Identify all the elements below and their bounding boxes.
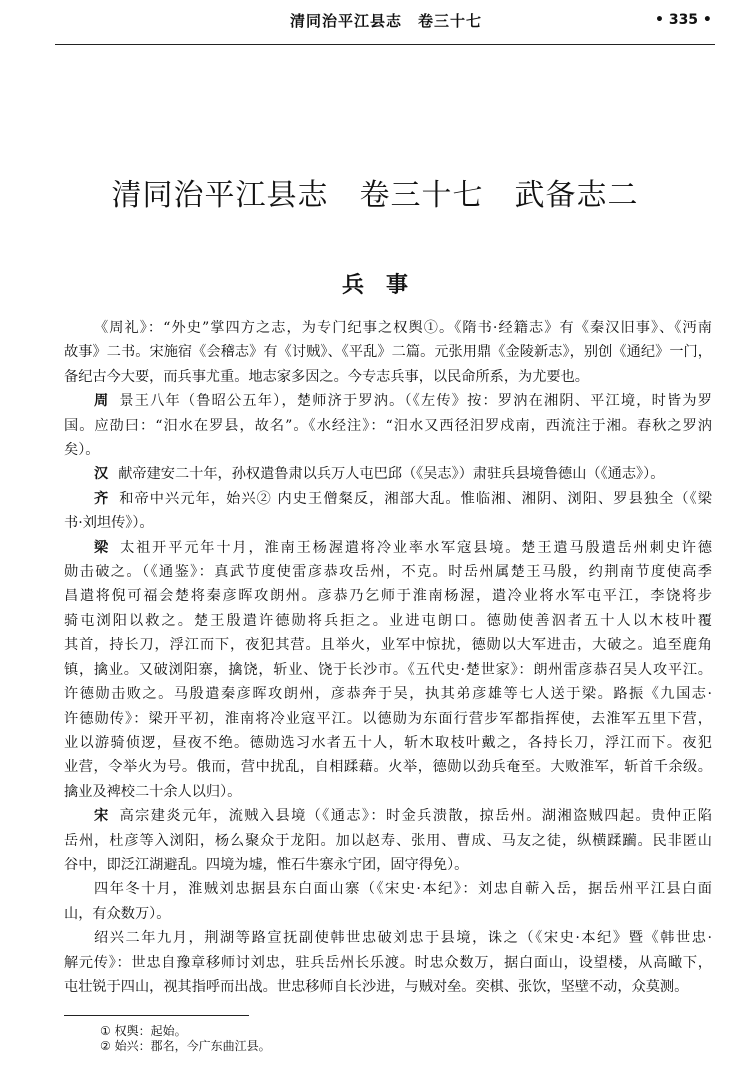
text-line <box>64 633 712 657</box>
text-line <box>64 340 712 364</box>
paragraph <box>64 926 712 999</box>
paragraph <box>64 316 712 389</box>
dynasty-label: 宋 <box>94 808 110 825</box>
line-text: 业以游骑侦逻，昼夜不绝。德勋选习水者五十人，斩木取枝叶戴之，各持长刀，浮江而下。夜犯 <box>64 734 712 751</box>
dynasty-label: 汉 <box>94 466 109 483</box>
text-line <box>64 975 712 999</box>
line-text: 镇，擒业。又破浏阳寨，擒饶，斩业、饶于长沙市。《五代史·楚世家》：朗州雷彦恭召吴人攻平江。 <box>64 661 712 678</box>
text-line <box>64 389 712 413</box>
line-text: 谷中，即泛江湖避乱。四境为墟，惟石牛寨永宁团，固守得免）。 <box>64 856 469 873</box>
text-line <box>64 584 712 608</box>
text-line <box>64 658 712 682</box>
text-line <box>64 853 712 877</box>
text-line <box>64 951 712 975</box>
paragraph <box>64 804 712 877</box>
dynasty-label: 周 <box>94 393 110 410</box>
paragraph <box>64 536 712 804</box>
text-line <box>64 829 712 853</box>
page-number: • 335 • <box>655 12 712 28</box>
line-text: 骑屯浏阳以救之。楚王殷遣许德勋将兵拒之。业进屯朗口。德勋使善泅者五十人以木枝叶覆 <box>64 612 712 629</box>
text-line <box>64 926 712 950</box>
text-line <box>64 462 712 486</box>
footnote-rule <box>64 1015 249 1016</box>
line-text: 四年冬十月，淮贼刘忠据县东白面山寨（《宋史·本纪》：刘忠自蕲入岳，据岳州平江县白面 <box>94 881 712 898</box>
text-line <box>64 511 712 535</box>
line-text: 昌遣将倪可福会楚将秦彦晖攻朗州。彦恭乃乞师于淮南杨渥，遣冷业将水军屯平江，李饶将步 <box>64 588 712 605</box>
header-rule <box>55 44 715 45</box>
line-text: 解元传》：世忠自豫章移师讨刘忠，驻兵岳州长乐渡。时忠众数万，据白面山，设望楼，从高瞰下， <box>64 954 712 971</box>
line-text: 备纪古今大要，而兵事尤重。地志家多因之。今专志兵事，以民命所系，为尤要也。 <box>64 368 589 385</box>
paragraph <box>64 462 712 486</box>
footnotes <box>100 1024 271 1054</box>
line-text: 和帝中兴元年，始兴② 内史王僧粲反，湘部大乱。惟临湘、湘阴、浏阳、罗县独全（《梁 <box>119 490 712 507</box>
text-line <box>64 682 712 706</box>
section-title: 兵 事 <box>341 273 408 298</box>
text-line <box>64 365 712 389</box>
text-line <box>64 609 712 633</box>
chapter-title: 清同治平江县志 卷三十七 武备志二 <box>111 178 639 213</box>
running-title: 清同治平江县志 卷三十七 <box>290 12 483 30</box>
dynasty-label: 齐 <box>94 490 110 507</box>
paragraph <box>64 389 712 462</box>
footnote: ① 权舆：起始。 <box>100 1024 187 1038</box>
line-text: 其首，持长刀，浮江而下，夜犯其营。且举火，业军中惊扰，德勋以大军进击，大破之。追至鹿角 <box>64 637 712 654</box>
line-text: 太祖开平元年十月，淮南王杨渥遣将冷业率水军寇县境。楚王遣马殷遣岳州刺史许德 <box>120 539 712 556</box>
line-text: 高宗建炎元年，流贼入县境（《通志》：时金兵溃散，掠岳州。湖湘盗贼四起。贵仲正陷 <box>119 808 712 825</box>
line-text: 擒业及裨校二十余人以归）。 <box>64 783 242 800</box>
text-line <box>64 536 712 560</box>
line-text: 矣）。 <box>64 442 100 459</box>
text-line <box>64 438 712 462</box>
body-text <box>64 316 712 999</box>
paragraph <box>64 877 712 926</box>
line-text: 献帝建安二十年，孙权遣鲁肃以兵万人屯巴邱（《吴志》）肃驻兵县境鲁德山（《通志》）。 <box>118 466 665 483</box>
line-text: 勋击破之。（《通鉴》：真武节度使雷彦恭攻岳州，不克。时岳州属楚王马殷，约荆南节度使高季 <box>64 564 712 581</box>
running-header <box>0 8 750 34</box>
line-text: 书·刘坦传》）。 <box>64 515 154 532</box>
line-text: 《周礼》：“外史”掌四方之志，为专门纪事之权舆①。《隋书·经籍志》有《秦汉旧事》、《沔南 <box>94 320 712 336</box>
line-text: 业营，令举火为号。俄而，营中扰乱，自相蹂藉。火举，德勋以劲兵奄至。大败淮军，斩首千余级。 <box>64 759 712 776</box>
line-text: 岳州，杜彦等入浏阳，杨么聚众于龙阳。加以赵寿、张用、曹成、马友之徒，纵横蹂躏。民非匿山 <box>64 832 712 849</box>
line-text: 许德勋击败之。马殷遣秦彦晖攻朗州，彦恭奔于吴，执其弟彦雄等七人送于梁。路振《九国志· <box>64 686 712 703</box>
line-text: 景王八年（鲁昭公五年），楚师济于罗汭。（《左传》按：罗汭在湘阴、平江境，时皆为罗 <box>119 393 712 410</box>
text-line <box>64 316 712 340</box>
text-line <box>64 414 712 438</box>
dynasty-label: 梁 <box>94 539 111 556</box>
paragraph <box>64 487 712 536</box>
text-line <box>64 707 712 731</box>
line-text: 山，有众数万）。 <box>64 905 171 922</box>
text-line <box>64 487 712 511</box>
text-line <box>64 755 712 779</box>
line-text: 屯壮锐于四山，视其指呼而出战。世忠移师自长沙进，与贼对垒。奕棋、张饮，坚壁不动，众莫测。 <box>64 978 689 995</box>
text-line <box>64 877 712 901</box>
text-line <box>64 731 712 755</box>
text-line <box>64 804 712 828</box>
line-text: 故事》二书。宋施宿《会稽志》有《讨贼》、《平乱》二篇。元张用鼎《金陵新志》，别创《通纪》一门， <box>64 344 712 361</box>
footnote: ② 始兴：郡名，今广东曲江县。 <box>100 1039 271 1053</box>
line-text: 国。应劭曰：“汨水在罗县，故名”。《水经注》：“汨水又西径汨罗戍南，西流注于湘。春秋之罗汭 <box>64 417 712 434</box>
line-text: 许德勋传》：梁开平初，淮南将冷业寇平江。以德勋为东面行营步军都指挥使，去淮军五里下营， <box>64 710 712 727</box>
line-text: 绍兴二年九月，荆湖等路宣抚副使韩世忠破刘忠于县境，诛之（《宋史·本纪》暨《韩世忠· <box>94 930 712 947</box>
text-line <box>64 902 712 926</box>
text-line <box>64 780 712 804</box>
text-line <box>64 560 712 584</box>
